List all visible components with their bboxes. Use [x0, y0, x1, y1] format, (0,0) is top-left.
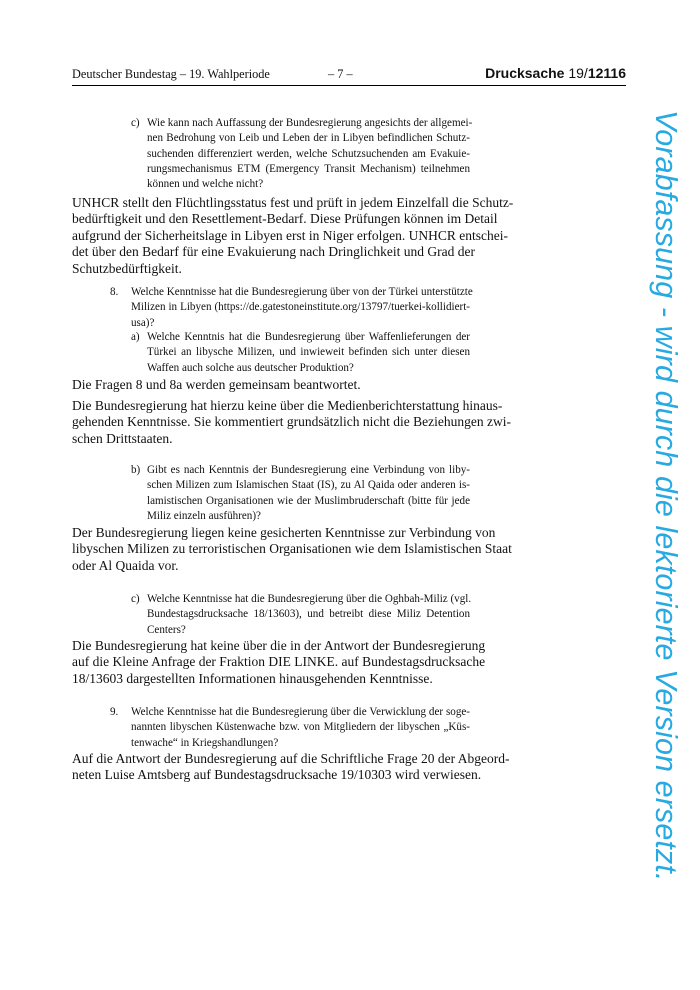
answer-line: Die Fragen 8 und 8a werden gemeinsam beantwortet. [72, 377, 361, 392]
question-line: Centers? [147, 623, 186, 636]
answer-line: UNHCR stellt den Flüchtlingsstatus fest und prüft in jedem Einzelfall die Schutz- [72, 195, 514, 210]
answer-8 [72, 398, 512, 447]
question-8 [131, 285, 473, 331]
answer-line: 18/13603 dargestellten Informationen hinausgehenden Kenntnisse. [72, 670, 433, 686]
answer-7c [72, 195, 514, 277]
question-7c [147, 116, 473, 192]
page-header [72, 67, 626, 86]
answer-line: gehenden Kenntnisse. Sie kommentiert grundsätzlich nicht die Beziehungen zwi- [72, 414, 512, 430]
question-line: Wie kann nach Auffassung der Bundesregierung angesichts der allgemei- [147, 117, 473, 129]
header-number-main: 12116 [587, 65, 626, 81]
question-line: usa)? [131, 316, 155, 329]
question-line: nen Bedrohung von Leib und Leben der in Libyen befindlichen Schutz- [147, 132, 470, 145]
question-line: Welche Kenntnisse hat die Bundesregierung über von der Türkei unterstützte [131, 286, 473, 298]
question-9 [131, 705, 470, 751]
header-document-number [485, 65, 626, 81]
answer-line: Auf die Antwort der Bundesregierung auf die Schriftliche Frage 20 der Abgeord- [72, 751, 510, 766]
question-line: Bundestagsdrucksache 18/13603), und betreibt diese Miliz Detention [147, 608, 470, 621]
question-8a-marker: a) [131, 331, 140, 343]
answer-line: Schutzbedürftigkeit. [72, 260, 182, 276]
question-line: tenwache“ in Kriegshandlungen? [131, 736, 279, 749]
answer-line: libyschen Milizen zu terroristischen Organisationen wie dem Islamistischen Staat [72, 541, 512, 557]
question-line: Milizen in Libyen (https://de.gatestoneinstitute.org/13797/tuerkei-kollidiert- [131, 301, 470, 314]
question-line: schen Milizen zum Islamischen Staat (IS), zu Al Qaida oder anderen is- [147, 479, 470, 492]
answer-line: aufgrund der Sicherheitslage in Libyen erst in Niger erfolgen. UNHCR entschei- [72, 227, 508, 243]
question-line: rungsmechanismus ETM (Emergency Transit Mechanism) teilnehmen [147, 162, 470, 175]
answer-line: neten Luise Amtsberg auf Bundestagsdrucksache 19/10303 wird verwiesen. [72, 767, 482, 783]
answer-line: auf die Kleine Anfrage der Fraktion DIE LINKE. auf Bundestagsdrucksache [72, 654, 486, 670]
header-page-number: – 7 – [328, 67, 353, 81]
header-drucksache-label: Drucksache [485, 65, 565, 81]
question-8-marker: 8. [110, 286, 119, 298]
question-line: Gibt es nach Kenntnis der Bundesregierung eine Verbindung von liby- [147, 464, 470, 476]
question-8a [147, 330, 470, 376]
answer-line: bedürftigkeit und den Resettlement-Bedarf. Diese Prüfungen können im Detail [72, 211, 498, 227]
question-line: Türkei an libysche Milizen, und inwieweit befinden sich unter diesen [147, 346, 470, 359]
question-line: Miliz einzeln ausführen)? [147, 509, 261, 522]
answer-line: oder Al Quaida vor. [72, 557, 179, 573]
header-number-prefix: 19/ [568, 65, 588, 81]
draft-watermark: Vorabfassung - wird durch die lektorierte Version ersetzt. [649, 110, 683, 882]
question-8b-marker: b) [131, 464, 141, 476]
question-line: nannten libyschen Küstenwache bzw. von Mitgliedern der libyschen „Küs- [131, 721, 470, 734]
answer-line: det über den Bedarf für eine Evakuierung nach Dringlichkeit und Grad der [72, 244, 475, 260]
question-8b [147, 463, 470, 524]
question-8c-marker: c) [131, 593, 140, 605]
question-line: Welche Kenntnis hat die Bundesregierung über Waffenlieferungen der [147, 331, 470, 343]
question-line: suchenden differenziert werden, welche Schutzsuchenden am Evakuie- [147, 147, 470, 160]
answer-line: Die Bundesregierung hat keine über die in der Antwort der Bundesregierung [72, 638, 486, 653]
question-9-marker: 9. [110, 706, 119, 718]
answer-line: schen Drittstaaten. [72, 430, 173, 446]
header-publication: Deutscher Bundestag – 19. Wahlperiode [72, 67, 270, 81]
answer-8-intro [72, 377, 470, 393]
question-8c [147, 592, 470, 638]
question-7c-marker: c) [131, 117, 140, 129]
question-line: können und welche nicht? [147, 178, 264, 191]
question-line: Welche Kenntnisse hat die Bundesregierung über die Verwicklung der soge- [131, 706, 470, 718]
question-line: Waffen auch solche aus deutscher Produktion? [147, 361, 354, 374]
question-line: Welche Kenntnisse hat die Bundesregierung über die Oghbah-Miliz (vgl. [147, 593, 472, 605]
question-line: lamistischen Organisationen wie der Muslimbruderschaft (bitte für jede [147, 494, 470, 507]
answer-line: Die Bundesregierung hat hierzu keine über die Medienberichterstattung hinaus- [72, 398, 503, 413]
answer-8b [72, 525, 512, 574]
answer-8c [72, 638, 486, 687]
answer-line: Der Bundesregierung liegen keine gesicherten Kenntnisse zur Verbindung von [72, 525, 496, 540]
answer-9 [72, 751, 510, 784]
